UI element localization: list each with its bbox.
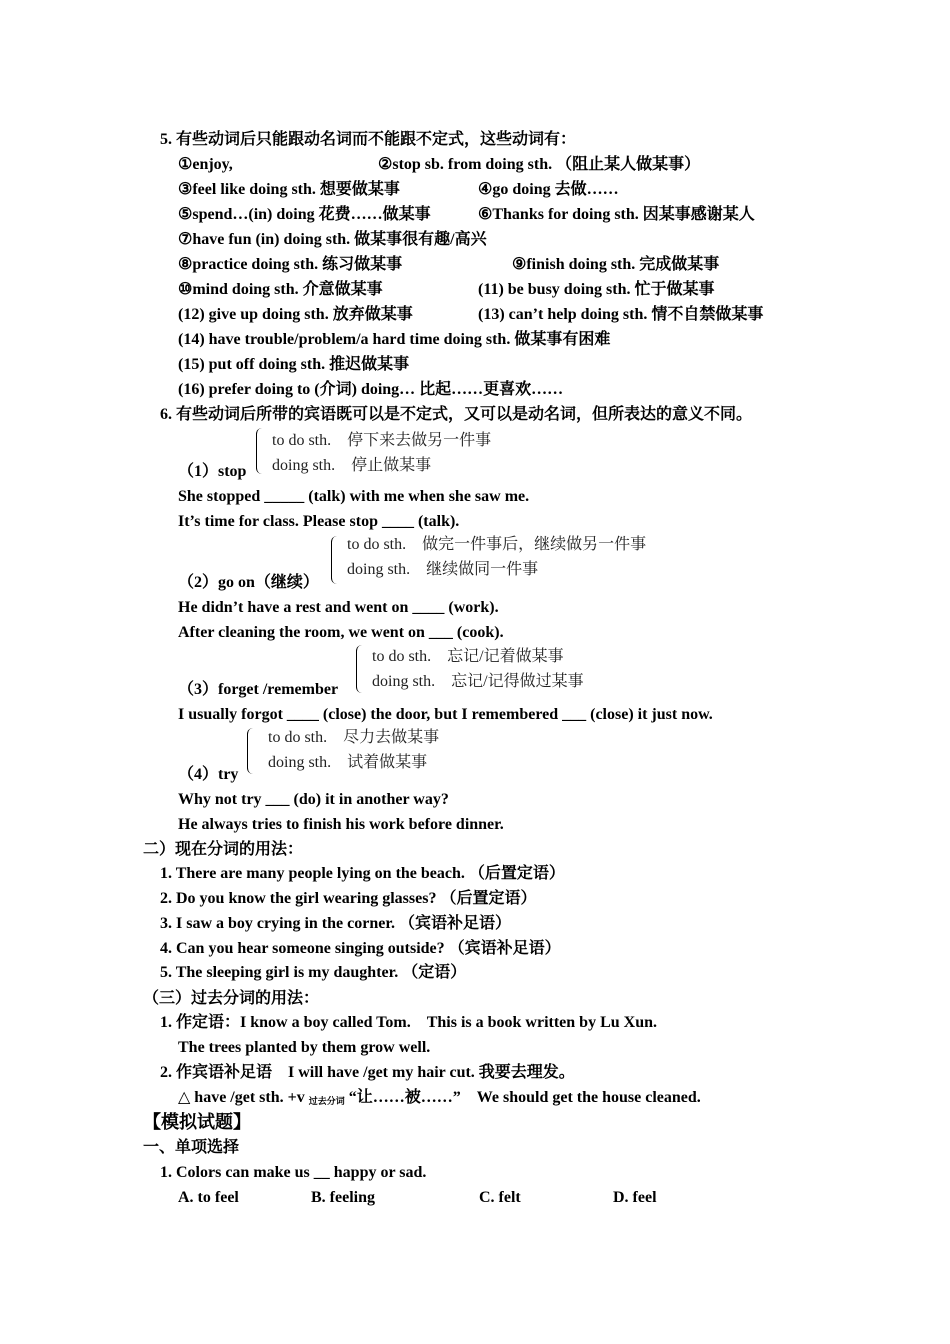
forget-label: （3）forget /remember — [178, 681, 339, 698]
list-item: (13) can’t help doing sth. 情不自禁做某事 — [478, 306, 764, 323]
formula: △ have /get sth. +v — [178, 1089, 305, 1106]
list-item: 2. 作宾语补足语 I will have /get my hair cut. 我要去理发。 — [160, 1064, 575, 1081]
try-doing: doing sth. 试着做某事 — [268, 754, 428, 771]
formula-meaning: “让……被……” We should get the house cleaned. — [348, 1089, 701, 1106]
stop-to-do: to do sth. 停下来去做另一件事 — [272, 432, 492, 449]
forget-doing: doing sth. 忘记/记得做过某事 — [372, 673, 584, 690]
list-item: ④go doing 去做…… — [478, 181, 619, 198]
brace — [331, 536, 339, 584]
list-item: ⑦have fun (in) doing sth. 做某事很有趣/高兴 — [178, 231, 487, 248]
list-item: The trees planted by them grow well. — [178, 1039, 431, 1056]
list-item: 5. The sleeping girl is my daughter. （定语） — [160, 964, 467, 981]
option-d: D. feel — [613, 1189, 657, 1206]
section-5-title: 5. 有些动词后只能跟动名词而不能跟不定式，这些动词有： — [160, 131, 577, 148]
option-c: C. felt — [479, 1189, 521, 1206]
past-participle-title: （三）过去分词的用法： — [143, 990, 320, 1007]
list-item: ⑧practice doing sth. 练习做某事 — [178, 256, 403, 273]
goon-doing: doing sth. 继续做同一件事 — [347, 561, 539, 578]
option-b: B. feeling — [311, 1189, 375, 1206]
list-item: ⑤spend…(in) doing 花费……做某事 — [178, 206, 431, 223]
quiz-heading: 【模拟试题】 — [143, 1112, 251, 1132]
stop-label: （1）stop — [178, 463, 247, 480]
example-sentence: Why not try ___ (do) it in another way? — [178, 791, 449, 808]
list-item: (11) be busy doing sth. 忙于做某事 — [478, 281, 715, 298]
present-participle-title: 二）现在分词的用法： — [143, 841, 304, 858]
question: 1. Colors can make us __ happy or sad. — [160, 1164, 427, 1181]
list-item: ②stop sb. from doing sth. （阻止某人做某事） — [378, 156, 701, 173]
goon-label: （2）go on（继续） — [178, 574, 319, 591]
list-item: 2. Do you know the girl wearing glasses? （后置定语） — [160, 890, 537, 907]
try-label: （4）try — [178, 766, 239, 783]
list-item: (15) put off doing sth. 推迟做某事 — [178, 356, 410, 373]
goon-to-do: to do sth. 做完一件事后，继续做另一件事 — [347, 536, 647, 553]
brace — [356, 645, 364, 693]
example-sentence: He didn’t have a rest and went on ____ (work). — [178, 599, 499, 616]
list-item: 4. Can you hear someone singing outside? （宾语补足语） — [160, 940, 561, 957]
try-to-do: to do sth. 尽力去做某事 — [268, 729, 440, 746]
list-item: (14) have trouble/problem/a hard time doing sth. 做某事有困难 — [178, 331, 611, 348]
list-item: (16) prefer doing to (介词) doing… 比起……更喜欢…… — [178, 381, 564, 398]
option-a: A. to feel — [178, 1189, 239, 1206]
example-sentence: It’s time for class. Please stop ____ (talk). — [178, 513, 460, 530]
list-item: 3. I saw a boy crying in the corner. （宾语补足语） — [160, 915, 511, 932]
list-item: ③feel like doing sth. 想要做某事 — [178, 181, 400, 198]
list-item: 1. 作定语：I know a boy called Tom. This is a book written by Lu Xun. — [160, 1014, 658, 1031]
brace — [256, 428, 264, 474]
list-item: ⑩mind doing sth. 介意做某事 — [178, 281, 383, 298]
list-item: 1. There are many people lying on the beach. （后置定语） — [160, 865, 565, 882]
example-sentence: She stopped _____ (talk) with me when she saw me. — [178, 488, 530, 505]
brace — [247, 728, 255, 774]
example-sentence: He always tries to finish his work before dinner. — [178, 816, 504, 833]
list-item: (12) give up doing sth. 放弃做某事 — [178, 306, 413, 323]
forget-to-do: to do sth. 忘记/记着做某事 — [372, 648, 564, 665]
list-item: ①enjoy, — [178, 156, 233, 173]
list-item: ⑨finish doing sth. 完成做某事 — [512, 256, 720, 273]
list-item — [178, 1088, 701, 1111]
formula-subscript: 过去分词 — [308, 1096, 345, 1106]
stop-doing: doing sth. 停止做某事 — [272, 457, 432, 474]
section-6-title: 6. 有些动词后所带的宾语既可以是不定式，又可以是动名词，但所表达的意义不同。 — [160, 406, 753, 423]
quiz-part-title: 一、单项选择 — [143, 1139, 240, 1156]
example-sentence: I usually forgot ____ (close) the door, but I remembered ___ (close) it just now. — [178, 706, 713, 723]
example-sentence: After cleaning the room, we went on ___ (cook). — [178, 624, 504, 641]
list-item: ⑥Thanks for doing sth. 因某事感谢某人 — [478, 206, 755, 223]
